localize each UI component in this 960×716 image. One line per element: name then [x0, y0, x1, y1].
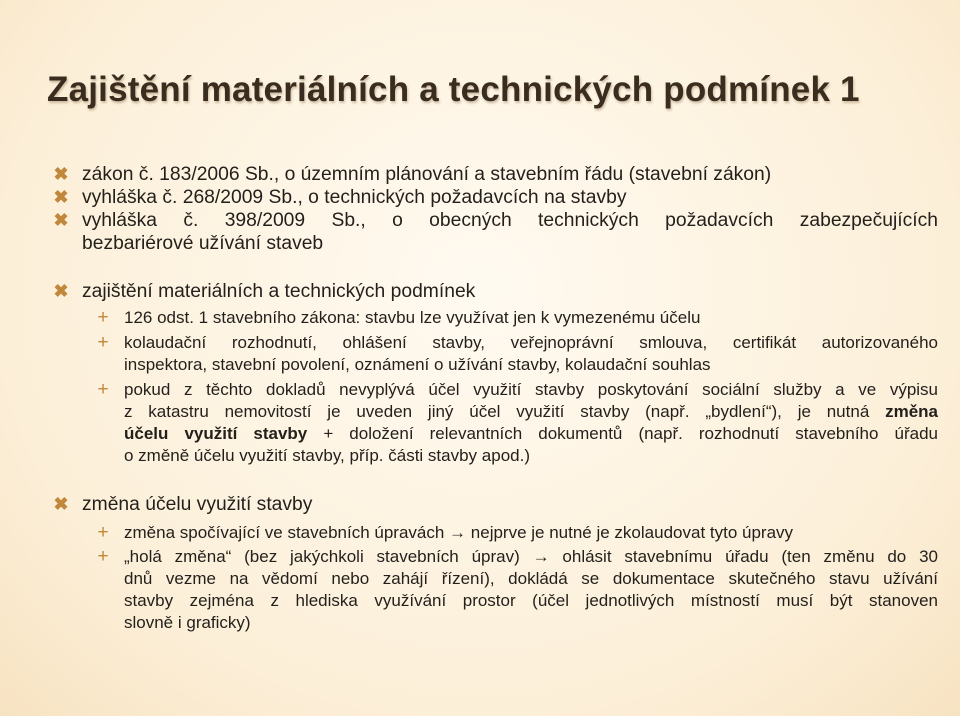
list-item: [48, 209, 938, 255]
sub-text: 126 odst. 1 stavebního zákona: stavbu lze využívat jen k vymezenému účelu: [124, 308, 701, 327]
list-item: [48, 186, 938, 209]
sub-text-line: slovně i graficky): [124, 613, 251, 632]
x-mark-icon: ✖: [53, 187, 69, 207]
list-item: [48, 280, 938, 303]
sub-list-item: [48, 332, 938, 376]
list-item: [48, 163, 938, 186]
sub-text-line: o změně účelu využití stavby, příp. části stavby apod.): [124, 446, 530, 465]
list-item: [48, 493, 938, 516]
plus-icon: +: [97, 332, 109, 353]
bullet-text: změna účelu využití stavby: [82, 494, 313, 515]
sub-text: změna spočívající ve stavebních úpravách → nejprve je nutné je zkolaudovat tyto úpravy: [124, 523, 794, 542]
sub-text-line: dnů vezme na vědomí nebo zahájí řízení), dokládá se dokumentace skutečného stavu užívání: [124, 569, 938, 588]
sub-text-segment: z katastru nemovitostí je uveden jiný účel využití stavby (např. „bydlení“), je nutná: [124, 402, 886, 421]
sub-list-item: [48, 379, 938, 467]
slide-content: [48, 163, 938, 634]
sub-text-bold: účelu využití stavby: [124, 424, 308, 443]
bullet-text: zákon č. 183/2006 Sb., o územním plánování a stavebním řádu (stavební zákon): [82, 164, 772, 185]
bullet-text-line: vyhláška č. 398/2009 Sb., o obecných technických požadavcích zabezpečujících: [82, 210, 938, 231]
bullet-text: zajištění materiálních a technických podmínek: [82, 281, 476, 302]
plus-icon: +: [97, 546, 109, 567]
sub-text-segment: + doložení relevantních dokumentů (např. rozhodnutí stavebního úřadu: [307, 424, 938, 443]
sub-text-line: inspektora, stavební povolení, oznámení o užívání stavby, kolaudační souhlas: [124, 355, 711, 374]
sub-list-item: [48, 522, 938, 544]
sub-list-item: [48, 546, 938, 634]
x-mark-icon: ✖: [53, 210, 69, 230]
plus-icon: +: [97, 307, 109, 328]
bullet-text-line: bezbariérové užívání staveb: [82, 233, 324, 254]
sub-text-line: kolaudační rozhodnutí, ohlášení stavby, veřejnoprávní smlouva, certifikát autorizovaného: [124, 333, 938, 352]
x-mark-icon: ✖: [53, 494, 69, 514]
sub-text-line: [124, 423, 938, 445]
sub-text-line: [124, 401, 938, 423]
sub-text-line: „holá změna“ (bez jakýchkoli stavebních úprav) → ohlásit stavebnímu úřadu (ten změnu do 30: [124, 547, 938, 566]
x-mark-icon: ✖: [53, 164, 69, 184]
page-title: Zajištění materiálních a technických podmínek 1: [47, 70, 860, 109]
x-mark-icon: ✖: [53, 281, 69, 301]
sub-text-bold: změna: [885, 402, 938, 421]
sub-text-line: pokud z těchto dokladů nevyplývá účel využití stavby poskytování sociální služby a ve výpisu: [124, 380, 938, 399]
sub-list-item: [48, 307, 938, 329]
plus-icon: +: [97, 522, 109, 543]
bullet-text: vyhláška č. 268/2009 Sb., o technických požadavcích na stavby: [82, 187, 627, 208]
plus-icon: +: [97, 379, 109, 400]
sub-text-line: stavby zejména z hlediska využívání prostor (účel jednotlivých místností musí být stanoven: [124, 591, 938, 610]
